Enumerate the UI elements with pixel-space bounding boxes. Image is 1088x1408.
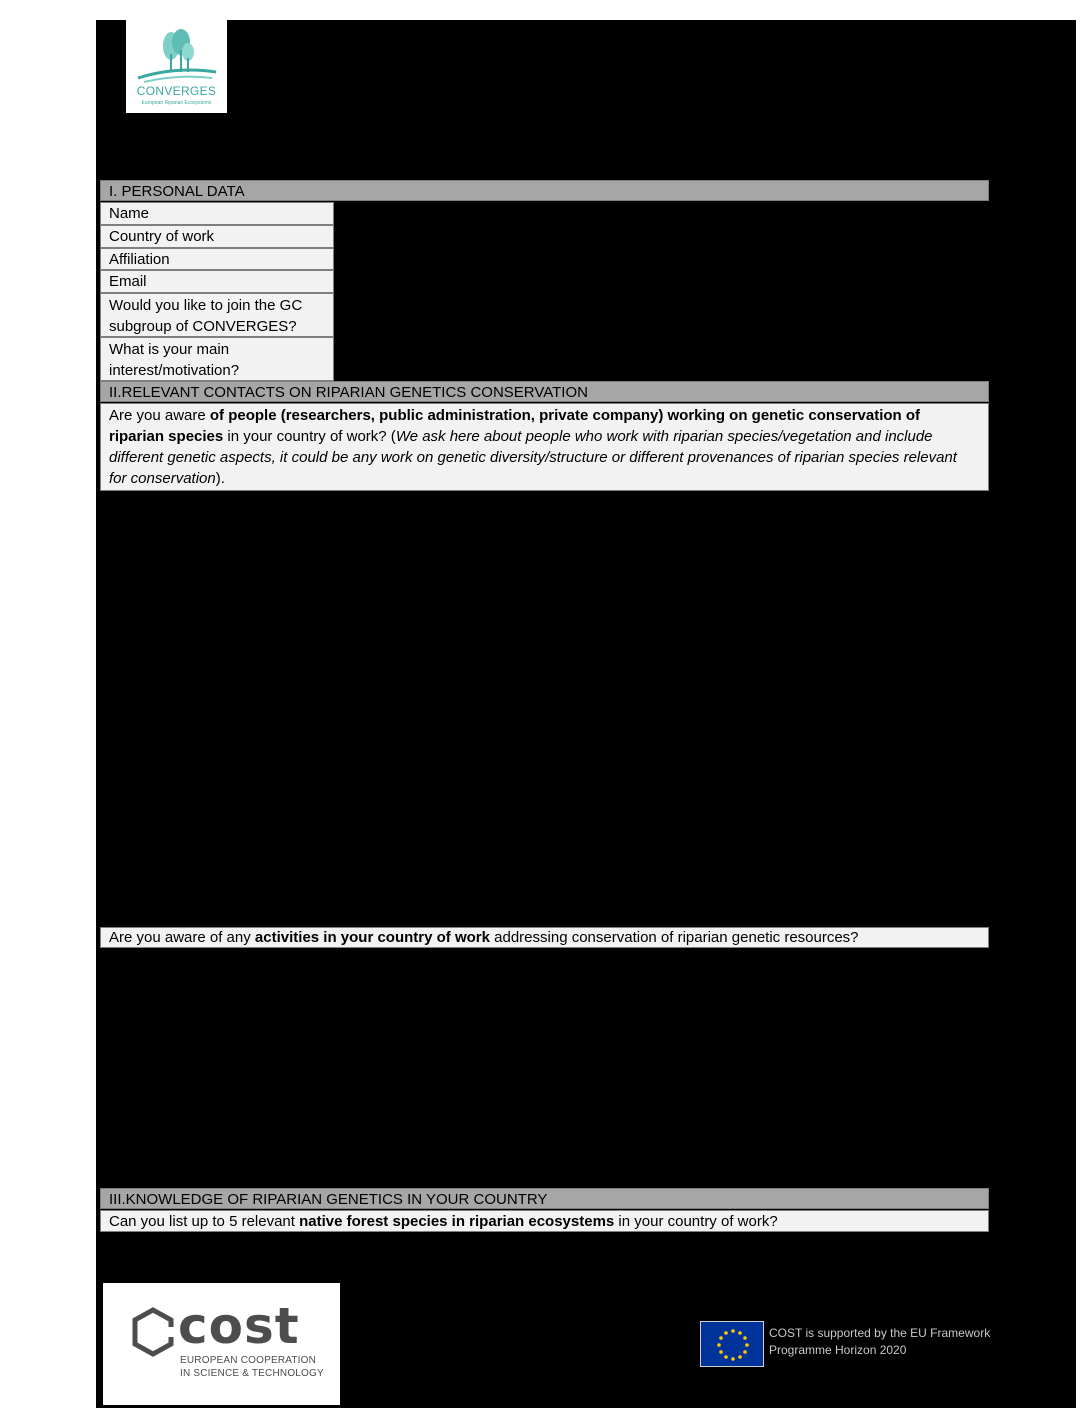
field-label-join-gc-line2: subgroup of CONVERGES? <box>109 318 297 335</box>
section-contacts-header: II.RELEVANT CONTACTS ON RIPARIAN GENETICS CONSERVATION <box>100 381 989 402</box>
q-people-text-3: ). <box>215 470 225 487</box>
eu-stars-icon <box>701 1322 765 1368</box>
field-label-join-gc <box>100 293 334 337</box>
cost-logo-line1: EUROPEAN COOPERATION <box>180 1355 317 1366</box>
q-species-text-2: in your country of work? <box>614 1213 778 1230</box>
question-activities-aware <box>100 927 989 948</box>
field-label-motivation-line2: interest/motivation? <box>109 362 240 379</box>
converges-logo-subtitle: European Riparian Ecosystems <box>141 100 212 106</box>
question-people-aware <box>100 403 989 491</box>
q-people-text-2: in your country of work? ( <box>223 428 396 445</box>
q-activities-text-1: Are you aware of any <box>109 929 255 946</box>
q-activities-text-2: addressing conservation of riparian genetic resources? <box>489 929 859 946</box>
section-personal-data-header: I. PERSONAL DATA <box>100 180 989 201</box>
eu-funding-line1: COST is supported by the EU Framework <box>769 1326 991 1340</box>
cost-logo-line2: IN SCIENCE & TECHNOLOGY <box>180 1368 324 1379</box>
eu-funding-line2: Programme Horizon 2020 <box>769 1343 907 1357</box>
field-label-country: Country of work <box>100 225 334 248</box>
cost-logo-word: cost <box>178 1297 300 1355</box>
q-activities-bold: activities in your country of work <box>254 929 490 946</box>
q-people-text-1: Are you aware <box>109 407 210 424</box>
q-people-bold: of people (researchers, public administration, private company) working on genetic conservation of riparian species <box>109 407 921 445</box>
field-label-email: Email <box>100 270 334 293</box>
field-label-motivation <box>100 337 334 381</box>
hexagon-icon <box>131 1307 175 1357</box>
section-knowledge-header: III.KNOWLEDGE OF RIPARIAN GENETICS IN YOUR COUNTRY <box>100 1188 989 1209</box>
cost-logo <box>103 1283 340 1405</box>
field-label-motivation-line1: What is your main <box>109 341 230 358</box>
q-species-bold: native forest species in riparian ecosystems <box>299 1213 615 1230</box>
eu-funding-note <box>769 1325 1009 1359</box>
converges-logo-name: CONVERGES <box>136 84 217 98</box>
eu-flag <box>700 1321 764 1367</box>
converges-logo <box>126 20 227 113</box>
field-label-affiliation: Affiliation <box>100 248 334 270</box>
field-label-name: Name <box>100 202 334 225</box>
q-species-text-1: Can you list up to 5 relevant <box>109 1213 300 1230</box>
question-native-species <box>100 1210 989 1232</box>
tree-icon <box>126 20 227 84</box>
q-people-italic: We ask here about people who work with riparian species/vegetation and include different genetic aspects, it could be any work on genetic diversity/structure or different provenances of riparian species relevant for conservation <box>109 428 957 487</box>
field-label-join-gc-line1: Would you like to join the GC <box>109 297 303 314</box>
